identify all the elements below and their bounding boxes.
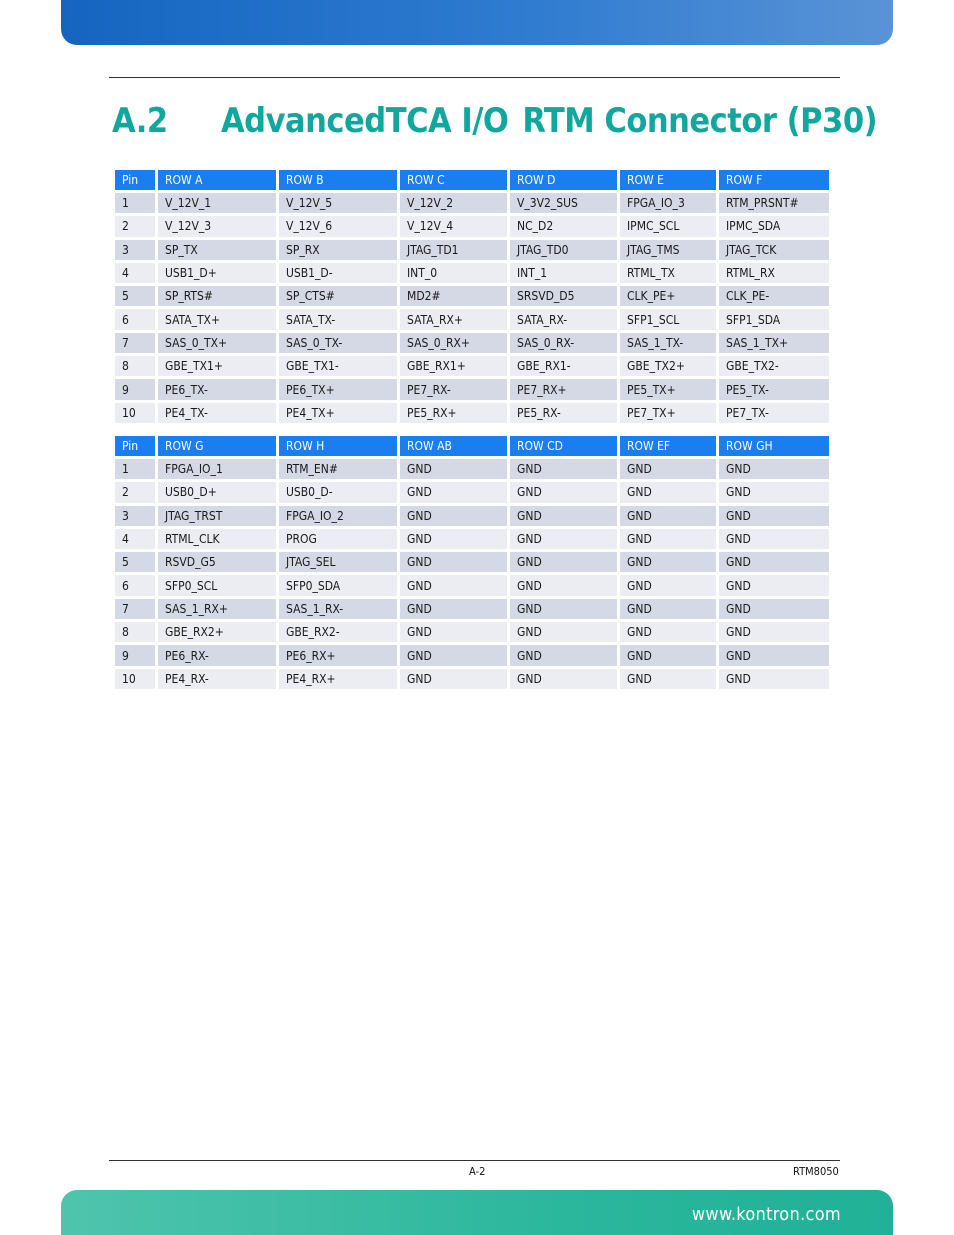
signal-cell: SAS_1_TX+ bbox=[719, 333, 829, 353]
signal-cell: GBE_RX2- bbox=[279, 622, 397, 642]
table-row bbox=[115, 575, 829, 595]
signal-cell: GND bbox=[620, 482, 716, 502]
signal-cell: GND bbox=[510, 459, 617, 479]
signal-cell: GND bbox=[510, 575, 617, 595]
section-title-part2: RTM Connector (P30) bbox=[522, 101, 878, 141]
signal-cell: PROG bbox=[279, 529, 397, 549]
page-number: A-2 bbox=[469, 1165, 486, 1178]
column-header: Pin bbox=[115, 436, 155, 456]
pin-number-cell: 8 bbox=[115, 356, 155, 376]
pin-number-cell: 1 bbox=[115, 193, 155, 213]
column-header: ROW CD bbox=[510, 436, 617, 456]
table-header-row bbox=[115, 436, 829, 456]
pin-number-cell: 9 bbox=[115, 379, 155, 399]
signal-cell: V_12V_6 bbox=[279, 216, 397, 236]
signal-cell: USB1_D+ bbox=[158, 263, 276, 283]
footer-rule bbox=[109, 1160, 840, 1161]
signal-cell: USB1_D- bbox=[279, 263, 397, 283]
signal-cell: SAS_0_RX+ bbox=[400, 333, 507, 353]
signal-cell: SATA_RX+ bbox=[400, 309, 507, 329]
pin-number-cell: 2 bbox=[115, 482, 155, 502]
signal-cell: SP_CTS# bbox=[279, 286, 397, 306]
document-id: RTM8050 bbox=[793, 1165, 839, 1178]
signal-cell: GND bbox=[620, 529, 716, 549]
pin-number-cell: 3 bbox=[115, 240, 155, 260]
signal-cell: GND bbox=[719, 645, 829, 665]
signal-cell: PE5_RX+ bbox=[400, 403, 507, 423]
column-header: ROW H bbox=[279, 436, 397, 456]
column-header: ROW B bbox=[279, 170, 397, 190]
signal-cell: PE5_TX+ bbox=[620, 379, 716, 399]
signal-cell: SFP0_SDA bbox=[279, 575, 397, 595]
signal-cell: V_12V_2 bbox=[400, 193, 507, 213]
signal-cell: GND bbox=[510, 645, 617, 665]
signal-cell: GND bbox=[400, 529, 507, 549]
signal-cell: GND bbox=[719, 669, 829, 689]
signal-cell: PE7_RX+ bbox=[510, 379, 617, 399]
signal-cell: V_12V_4 bbox=[400, 216, 507, 236]
signal-cell: PE6_TX+ bbox=[279, 379, 397, 399]
bottom-banner bbox=[61, 1190, 893, 1235]
column-header: ROW G bbox=[158, 436, 276, 456]
signal-cell: GND bbox=[400, 599, 507, 619]
pin-number-cell: 3 bbox=[115, 506, 155, 526]
table-row bbox=[115, 552, 829, 572]
signal-cell: V_3V2_SUS bbox=[510, 193, 617, 213]
table-row bbox=[115, 403, 829, 423]
signal-cell: GND bbox=[510, 482, 617, 502]
signal-cell: JTAG_TD0 bbox=[510, 240, 617, 260]
signal-cell: GND bbox=[719, 506, 829, 526]
signal-cell: GND bbox=[620, 622, 716, 642]
signal-cell: GND bbox=[620, 506, 716, 526]
signal-cell: FPGA_IO_2 bbox=[279, 506, 397, 526]
signal-cell: GBE_RX1+ bbox=[400, 356, 507, 376]
signal-cell: SAS_1_RX+ bbox=[158, 599, 276, 619]
signal-cell: GND bbox=[620, 599, 716, 619]
signal-cell: GND bbox=[620, 552, 716, 572]
signal-cell: RTM_PRSNT# bbox=[719, 193, 829, 213]
signal-cell: JTAG_TD1 bbox=[400, 240, 507, 260]
pin-number-cell: 6 bbox=[115, 309, 155, 329]
signal-cell: V_12V_3 bbox=[158, 216, 276, 236]
pin-number-cell: 7 bbox=[115, 333, 155, 353]
pin-number-cell: 7 bbox=[115, 599, 155, 619]
signal-cell: SATA_TX+ bbox=[158, 309, 276, 329]
signal-cell: PE4_RX- bbox=[158, 669, 276, 689]
signal-cell: RTML_CLK bbox=[158, 529, 276, 549]
signal-cell: FPGA_IO_1 bbox=[158, 459, 276, 479]
section-title-part1: AdvancedTCA I/O bbox=[221, 101, 509, 141]
signal-cell: GBE_TX1+ bbox=[158, 356, 276, 376]
signal-cell: CLK_PE+ bbox=[620, 286, 716, 306]
signal-cell: GND bbox=[400, 459, 507, 479]
signal-cell: USB0_D+ bbox=[158, 482, 276, 502]
pin-number-cell: 2 bbox=[115, 216, 155, 236]
header-rule bbox=[109, 77, 840, 78]
signal-cell: GBE_RX2+ bbox=[158, 622, 276, 642]
signal-cell: PE7_TX- bbox=[719, 403, 829, 423]
table-row bbox=[115, 622, 829, 642]
signal-cell: JTAG_SEL bbox=[279, 552, 397, 572]
pin-number-cell: 9 bbox=[115, 645, 155, 665]
signal-cell: GBE_RX1- bbox=[510, 356, 617, 376]
signal-cell: PE4_RX+ bbox=[279, 669, 397, 689]
signal-cell: GND bbox=[620, 645, 716, 665]
signal-cell: GND bbox=[400, 669, 507, 689]
table-body bbox=[115, 459, 829, 689]
table-row bbox=[115, 482, 829, 502]
signal-cell: INT_0 bbox=[400, 263, 507, 283]
signal-cell: SAS_1_RX- bbox=[279, 599, 397, 619]
signal-cell: GND bbox=[620, 575, 716, 595]
signal-cell: SAS_1_TX- bbox=[620, 333, 716, 353]
pin-number-cell: 8 bbox=[115, 622, 155, 642]
table-row bbox=[115, 193, 829, 213]
signal-cell: INT_1 bbox=[510, 263, 617, 283]
signal-cell: GND bbox=[400, 622, 507, 642]
signal-cell: GND bbox=[719, 529, 829, 549]
signal-cell: JTAG_TRST bbox=[158, 506, 276, 526]
table-row bbox=[115, 599, 829, 619]
table-row bbox=[115, 240, 829, 260]
signal-cell: GND bbox=[719, 459, 829, 479]
signal-cell: PE7_TX+ bbox=[620, 403, 716, 423]
signal-cell: SAS_0_RX- bbox=[510, 333, 617, 353]
signal-cell: SAS_0_TX- bbox=[279, 333, 397, 353]
pin-number-cell: 6 bbox=[115, 575, 155, 595]
pin-number-cell: 5 bbox=[115, 286, 155, 306]
signal-cell: SP_RX bbox=[279, 240, 397, 260]
column-header: ROW A bbox=[158, 170, 276, 190]
signal-cell: GND bbox=[620, 669, 716, 689]
table-row bbox=[115, 263, 829, 283]
signal-cell: GBE_TX1- bbox=[279, 356, 397, 376]
table-row bbox=[115, 356, 829, 376]
table-row bbox=[115, 459, 829, 479]
pin-number-cell: 5 bbox=[115, 552, 155, 572]
column-header: Pin bbox=[115, 170, 155, 190]
signal-cell: SFP0_SCL bbox=[158, 575, 276, 595]
column-header: ROW EF bbox=[620, 436, 716, 456]
signal-cell: GND bbox=[719, 599, 829, 619]
table-row bbox=[115, 286, 829, 306]
section-heading bbox=[112, 101, 877, 141]
signal-cell: PE4_TX- bbox=[158, 403, 276, 423]
signal-cell: RTML_RX bbox=[719, 263, 829, 283]
signal-cell: GND bbox=[400, 506, 507, 526]
signal-cell: IPMC_SCL bbox=[620, 216, 716, 236]
pin-number-cell: 1 bbox=[115, 459, 155, 479]
signal-cell: CLK_PE- bbox=[719, 286, 829, 306]
signal-cell: GND bbox=[719, 622, 829, 642]
signal-cell: IPMC_SDA bbox=[719, 216, 829, 236]
signal-cell: GND bbox=[620, 459, 716, 479]
pin-table-rows-g-gh bbox=[112, 433, 832, 692]
signal-cell: PE7_RX- bbox=[400, 379, 507, 399]
signal-cell: MD2# bbox=[400, 286, 507, 306]
signal-cell: SP_TX bbox=[158, 240, 276, 260]
table-row bbox=[115, 645, 829, 665]
signal-cell: V_12V_1 bbox=[158, 193, 276, 213]
signal-cell: V_12V_5 bbox=[279, 193, 397, 213]
website-link[interactable]: www.kontron.com bbox=[691, 1204, 841, 1225]
pin-number-cell: 10 bbox=[115, 403, 155, 423]
signal-cell: RTM_EN# bbox=[279, 459, 397, 479]
column-header: ROW GH bbox=[719, 436, 829, 456]
signal-cell: SRSVD_D5 bbox=[510, 286, 617, 306]
signal-cell: PE6_TX- bbox=[158, 379, 276, 399]
signal-cell: GND bbox=[719, 575, 829, 595]
signal-cell: SFP1_SDA bbox=[719, 309, 829, 329]
signal-cell: RTML_TX bbox=[620, 263, 716, 283]
signal-cell: PE4_TX+ bbox=[279, 403, 397, 423]
signal-cell: SP_RTS# bbox=[158, 286, 276, 306]
signal-cell: PE6_RX- bbox=[158, 645, 276, 665]
signal-cell: SFP1_SCL bbox=[620, 309, 716, 329]
table-row bbox=[115, 669, 829, 689]
signal-cell: SATA_RX- bbox=[510, 309, 617, 329]
column-header: ROW F bbox=[719, 170, 829, 190]
signal-cell: GND bbox=[400, 645, 507, 665]
signal-cell: GND bbox=[510, 599, 617, 619]
pin-number-cell: 10 bbox=[115, 669, 155, 689]
section-number: A.2 bbox=[112, 101, 168, 141]
signal-cell: NC_D2 bbox=[510, 216, 617, 236]
pin-number-cell: 4 bbox=[115, 529, 155, 549]
signal-cell: SATA_TX- bbox=[279, 309, 397, 329]
table-row bbox=[115, 506, 829, 526]
signal-cell: RSVD_G5 bbox=[158, 552, 276, 572]
signal-cell: GND bbox=[719, 482, 829, 502]
signal-cell: SAS_0_TX+ bbox=[158, 333, 276, 353]
table-row bbox=[115, 216, 829, 236]
table-row bbox=[115, 379, 829, 399]
signal-cell: GBE_TX2+ bbox=[620, 356, 716, 376]
signal-cell: GND bbox=[510, 506, 617, 526]
signal-cell: GND bbox=[510, 669, 617, 689]
signal-cell: GND bbox=[510, 622, 617, 642]
signal-cell: GND bbox=[719, 552, 829, 572]
top-banner bbox=[61, 0, 893, 45]
signal-cell: GBE_TX2- bbox=[719, 356, 829, 376]
signal-cell: GND bbox=[510, 529, 617, 549]
signal-cell: PE5_RX- bbox=[510, 403, 617, 423]
signal-cell: JTAG_TMS bbox=[620, 240, 716, 260]
column-header: ROW E bbox=[620, 170, 716, 190]
signal-cell: GND bbox=[400, 575, 507, 595]
table-row bbox=[115, 309, 829, 329]
table-row bbox=[115, 333, 829, 353]
table-header-row bbox=[115, 170, 829, 190]
signal-cell: GND bbox=[400, 552, 507, 572]
signal-cell: JTAG_TCK bbox=[719, 240, 829, 260]
column-header: ROW AB bbox=[400, 436, 507, 456]
column-header: ROW C bbox=[400, 170, 507, 190]
pin-table-rows-a-f bbox=[112, 167, 832, 426]
column-header: ROW D bbox=[510, 170, 617, 190]
signal-cell: FPGA_IO_3 bbox=[620, 193, 716, 213]
signal-cell: PE6_RX+ bbox=[279, 645, 397, 665]
pin-number-cell: 4 bbox=[115, 263, 155, 283]
table-body bbox=[115, 193, 829, 423]
signal-cell: PE5_TX- bbox=[719, 379, 829, 399]
signal-cell: USB0_D- bbox=[279, 482, 397, 502]
signal-cell: GND bbox=[400, 482, 507, 502]
table-row bbox=[115, 529, 829, 549]
signal-cell: GND bbox=[510, 552, 617, 572]
